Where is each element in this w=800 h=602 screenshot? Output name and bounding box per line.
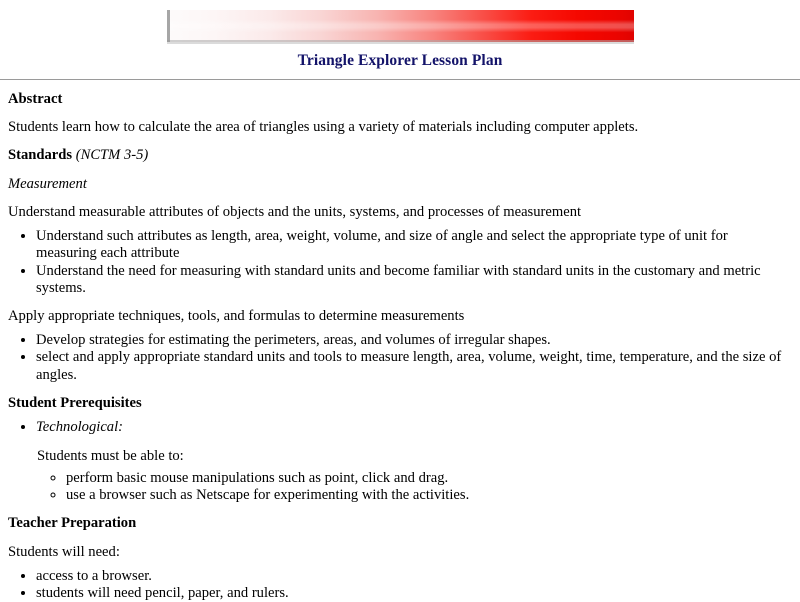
list-item: ◦ use a browser such as Netscape for experimenting with the activities. <box>66 487 792 504</box>
prerequisites-lead-in: Students must be able to: <box>37 448 792 465</box>
page-title: Triangle Explorer Lesson Plan <box>0 52 800 70</box>
standards-subheading: Measurement <box>8 176 792 193</box>
standards-heading-note: (NCTM 3-5) <box>76 147 149 163</box>
prerequisites-bullet-list <box>8 419 792 436</box>
header-divider <box>0 79 800 80</box>
list-item <box>36 419 792 436</box>
standards-heading-label: Standards <box>8 147 72 163</box>
list-item: • students will need pencil, paper, and rulers. <box>36 585 792 602</box>
list-item: • Understand such attributes as length, area, weight, volume, and size of angle and select the appropriate type of unit for measuring each attribute <box>36 228 792 262</box>
list-item: • Develop strategies for estimating the perimeters, areas, and volumes of irregular shapes. <box>36 332 792 349</box>
student-prerequisites-heading: Student Prerequisites <box>8 395 792 413</box>
abstract-heading: Abstract <box>8 91 792 109</box>
red-gradient-banner-icon <box>167 10 634 42</box>
list-item: • access to a browser. <box>36 568 792 585</box>
teacher-preparation-lead-in: Students will need: <box>8 544 792 561</box>
banner-container <box>0 0 800 47</box>
prerequisites-subblock <box>37 448 792 505</box>
list-item: • select and apply appropriate standard units and tools to measure length, area, volume, weight, time, temperature, and the size of angles. <box>36 349 792 383</box>
standards-bullet-list-2 <box>8 332 792 384</box>
document-content <box>0 91 800 602</box>
teacher-preparation-heading: Teacher Preparation <box>8 515 792 533</box>
teacher-preparation-bullet-list <box>8 568 792 602</box>
list-item: • Understand the need for measuring with standard units and become familiar with standard units in the customary and metric systems. <box>36 263 792 297</box>
standards-intro-2: Apply appropriate techniques, tools, and formulas to determine measurements <box>8 308 792 325</box>
list-item: ◦ perform basic mouse manipulations such as point, click and drag. <box>66 470 792 487</box>
standards-intro-1: Understand measurable attributes of objects and the units, systems, and processes of measurement <box>8 204 792 221</box>
abstract-body: Students learn how to calculate the area of triangles using a variety of materials including computer applets. <box>8 119 792 136</box>
standards-bullet-list-1 <box>8 228 792 297</box>
standards-heading <box>8 147 792 165</box>
prerequisite-item-label: Technological: <box>36 419 123 435</box>
prerequisites-sub-bullet-list <box>37 470 792 504</box>
